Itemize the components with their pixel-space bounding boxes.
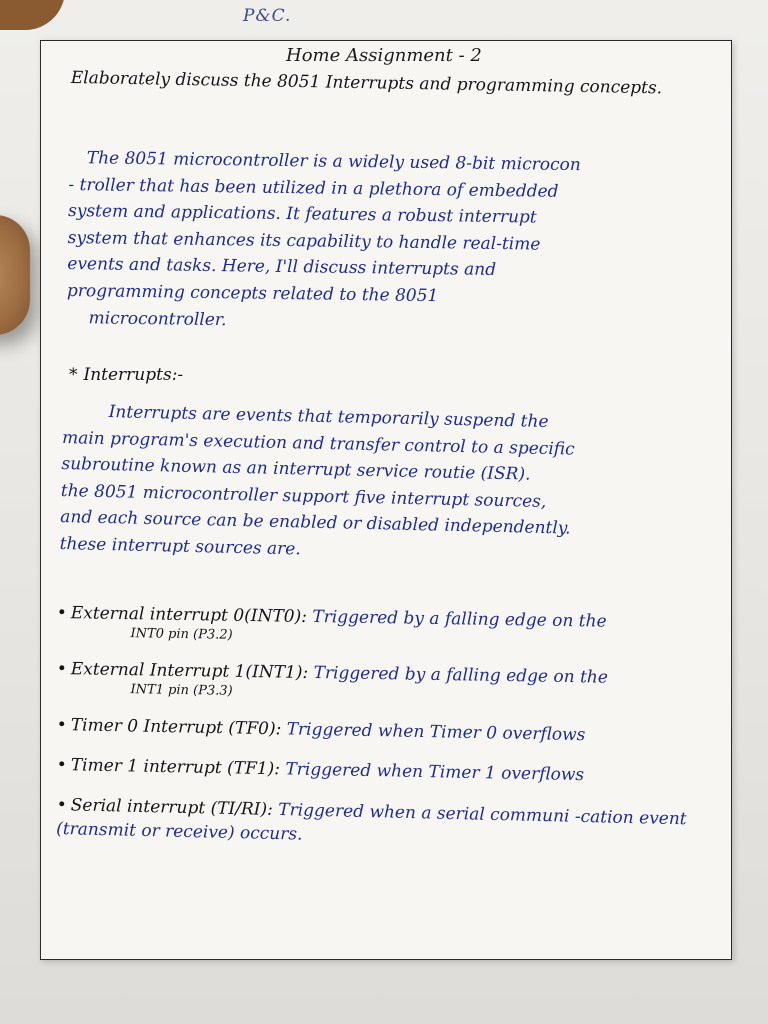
section-line: Interrupts are events that temporarily suspend the: [108, 402, 549, 433]
intro-line: system and applications. It features a robust interrupt: [67, 201, 537, 228]
bullet-icon: •: [56, 602, 67, 624]
subject-label: P&C.: [243, 6, 292, 26]
interrupt-name: Serial interrupt (TI/RI):: [70, 795, 274, 820]
list-item: [56, 793, 727, 856]
thumb-shadow: [0, 215, 30, 335]
interrupt-desc: Triggered when a serial communi -cation event (transmit or receive) occurs.: [55, 800, 687, 845]
heading-asterisk: *: [69, 365, 78, 385]
list-item: [56, 657, 727, 708]
interrupt-name: Timer 0 Interrupt (TF0):: [70, 715, 282, 740]
heading-text: Interrupts:-: [83, 365, 184, 385]
interrupt-name: External interrupt 0(INT0):: [70, 603, 308, 627]
bullet-icon: •: [56, 714, 67, 736]
interrupt-list: [57, 601, 727, 857]
section-line: main program's execution and transfer control to a specific: [61, 427, 575, 460]
list-item: [56, 601, 727, 652]
intro-line: system that enhances its capability to handle real-time: [67, 227, 541, 255]
intro-line: The 8051 microcontroller is a widely used 8-bit microcon: [86, 148, 581, 176]
intro-line: programming concepts related to the 8051: [66, 280, 439, 307]
assignment-sheet: [40, 40, 732, 960]
question-text: Elaborately discuss the 8051 Interrupts and programming concepts.: [70, 67, 663, 99]
section-line: the 8051 microcontroller support five interrupt sources,: [60, 480, 547, 512]
interrupt-pin: INT0 pin (P3.2): [130, 626, 233, 643]
section-line: subroutine known as an interrupt service routie (ISR).: [61, 454, 531, 485]
section-line: these interrupt sources are.: [59, 533, 301, 560]
bullet-icon: •: [56, 794, 67, 816]
section-heading: [69, 365, 183, 385]
list-item: [57, 753, 727, 790]
interrupt-desc: Triggered by a falling edge on the: [312, 607, 607, 632]
interrupt-desc: Triggered when Timer 0 overflows: [286, 719, 586, 746]
bullet-icon: •: [56, 658, 67, 680]
intro-paragraph: [66, 145, 719, 340]
interrupts-paragraph: [59, 398, 712, 572]
assignment-title: Home Assignment - 2: [286, 45, 482, 66]
interrupt-pin: INT1 pin (P3.3): [130, 682, 233, 699]
intro-line: - troller that has been utilized in a plethora of embedded: [68, 174, 559, 202]
interrupt-desc: Triggered by a falling edge on the: [313, 663, 609, 688]
bullet-icon: •: [56, 754, 67, 776]
section-line: and each source can be enabled or disabled independently.: [60, 507, 571, 539]
list-item: [57, 713, 727, 750]
interrupt-name: Timer 1 interrupt (TF1):: [70, 755, 281, 780]
interrupt-name: External Interrupt 1(INT1):: [70, 659, 309, 683]
intro-line: events and tasks. Here, I'll discuss interrupts and: [67, 254, 497, 281]
intro-line: microcontroller.: [88, 307, 227, 330]
interrupt-desc: Triggered when Timer 1 overflows: [285, 759, 585, 786]
